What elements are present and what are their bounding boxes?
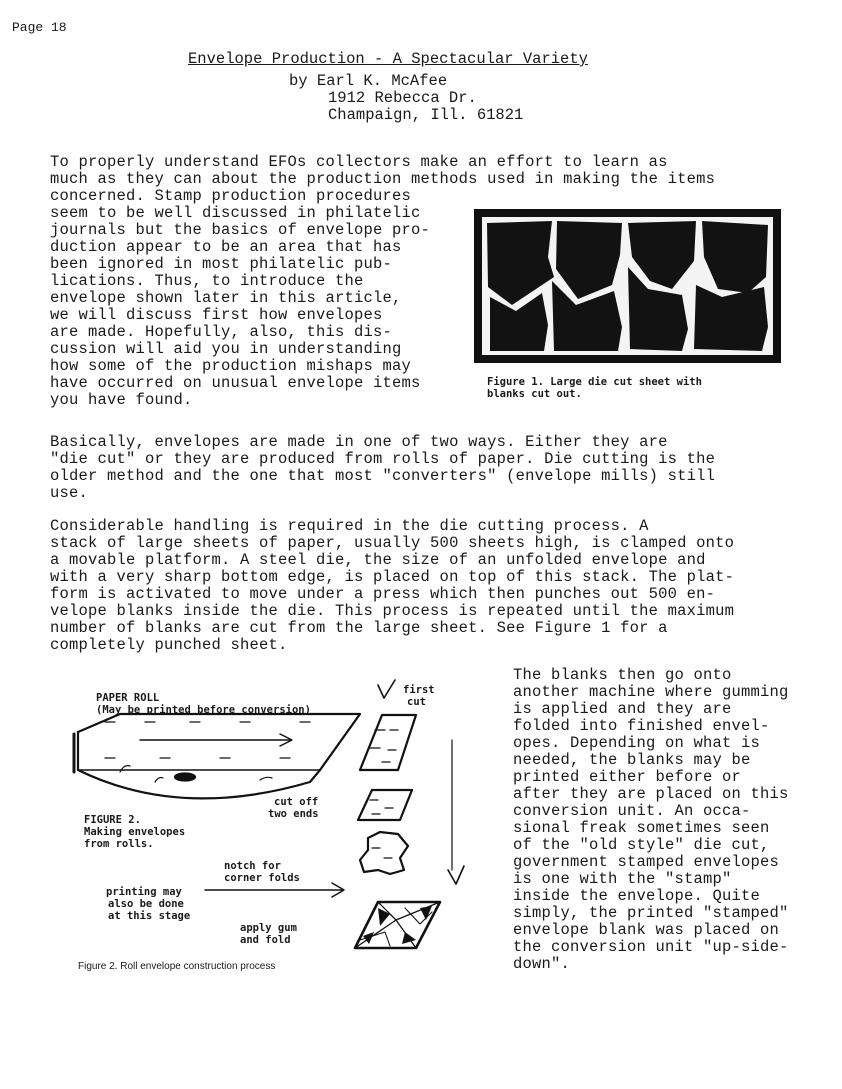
text-line: opes. Depending on what is [513, 734, 761, 752]
caption-line: Figure 1. Large die cut sheet with [487, 376, 702, 388]
label-line: at this stage [108, 910, 191, 922]
caption-line: blanks cut out. [487, 388, 582, 400]
text-line: have occurred on unusual envelope items [50, 374, 421, 392]
text-line: another machine where gumming [513, 683, 789, 701]
text-line: been ignored in most philatelic pub- [50, 255, 393, 273]
label-line: notch for [224, 860, 281, 872]
text-line: of the "old style" die cut, [513, 836, 770, 854]
author-byline: by Earl K. McAfee [289, 72, 448, 90]
text-line: folded into finished envel- [513, 717, 770, 735]
author-address-street: 1912 Rebecca Dr. [328, 89, 477, 107]
text-line: how some of the production mishaps may [50, 357, 412, 375]
text-line: stack of large sheets of paper, usually 500 sheets high, is clamped onto [50, 534, 735, 552]
text-line: government stamped envelopes [513, 853, 780, 871]
text-line: use. [50, 484, 89, 502]
cut-off-label [268, 796, 319, 820]
text-line: is one with the "stamp" [513, 870, 732, 888]
label-line: first [403, 684, 435, 696]
label-line: Making envelopes [84, 826, 186, 838]
page-number: Page 18 [12, 20, 67, 35]
text-line: seem to be well discussed in philatelic [50, 204, 421, 222]
figure-2-label [84, 814, 185, 850]
text-line: the conversion unit "up-side- [513, 938, 789, 956]
text-line: with a very sharp bottom edge, is placed on top of this stack. The plat- [50, 568, 735, 586]
text-line: To properly understand EFOs collectors make an effort to learn as [50, 153, 668, 171]
text-line: concerned. Stamp production procedures [50, 187, 412, 205]
printing-label [106, 886, 190, 922]
text-line: number of blanks are cut from the large sheet. See Figure 1 for a [50, 619, 668, 637]
text-line: are made. Hopefully, also, this dis- [50, 323, 393, 341]
figure-2-roll-diagram [60, 670, 480, 960]
text-line: Considerable handling is required in the die cutting process. A [50, 517, 649, 535]
text-line: printed either before or [513, 768, 742, 786]
gum-label [240, 922, 297, 946]
text-line: "die cut" or they are produced from rolls of paper. Die cutting is the [50, 450, 716, 468]
paper-roll-note: (May be printed before conversion) [96, 704, 311, 716]
label-line: also be done [108, 898, 184, 910]
text-line: completely punched sheet. [50, 636, 288, 654]
label-line: two ends [268, 808, 319, 820]
text-line: is applied and they are [513, 700, 732, 718]
text-line: The blanks then go onto [513, 666, 732, 684]
text-line: form is activated to move under a press which then punches out 500 en- [50, 585, 716, 603]
label-line: printing may [106, 886, 182, 898]
figure-2-caption: Figure 2. Roll envelope construction process [78, 961, 276, 972]
label-line: FIGURE 2. [84, 814, 141, 826]
text-line: a movable platform. A steel die, the size of an unfolded envelope and [50, 551, 706, 569]
text-line: velope blanks inside the die. This process is repeated until the maximum [50, 602, 735, 620]
text-line: conversion unit. An occa- [513, 802, 751, 820]
first-cut-label [403, 684, 435, 708]
notch-label [224, 860, 300, 884]
label-line: cut [407, 696, 426, 708]
text-line: envelope shown later in this article, [50, 289, 402, 307]
die-cut-sheet-illustration [482, 217, 773, 355]
label-line: apply gum [240, 922, 297, 934]
text-line: much as they can about the production methods used in making the items [50, 170, 716, 188]
label-line: corner folds [224, 872, 300, 884]
text-line: Basically, envelopes are made in one of two ways. Either they are [50, 433, 668, 451]
text-line: cussion will aid you in understanding [50, 340, 402, 358]
text-line: sional freak sometimes seen [513, 819, 770, 837]
label-line: from rolls. [84, 838, 154, 850]
text-line: journals but the basics of envelope pro- [50, 221, 431, 239]
text-line: older method and the one that most "converters" (envelope mills) still [50, 467, 716, 485]
text-line: after they are placed on this [513, 785, 789, 803]
text-line: down". [513, 955, 571, 973]
label-line: and fold [240, 934, 291, 946]
text-line: lications. Thus, to introduce the [50, 272, 364, 290]
figure-1-caption [487, 376, 702, 400]
text-line: you have found. [50, 391, 193, 409]
text-line: needed, the blanks may be [513, 751, 751, 769]
text-line: simply, the printed "stamped" [513, 904, 789, 922]
text-line: inside the envelope. Quite [513, 887, 761, 905]
paper-roll-label: PAPER ROLL [96, 692, 160, 704]
text-line: we will discuss first how envelopes [50, 306, 383, 324]
author-address-city: Champaign, Ill. 61821 [328, 106, 524, 124]
text-line: duction appear to be an area that has [50, 238, 402, 256]
article-title: Envelope Production - A Spectacular Variety [188, 50, 588, 68]
figure-1-die-cut-sheet [474, 209, 781, 363]
label-line: cut off [274, 796, 319, 808]
text-line: envelope blank was placed on [513, 921, 780, 939]
